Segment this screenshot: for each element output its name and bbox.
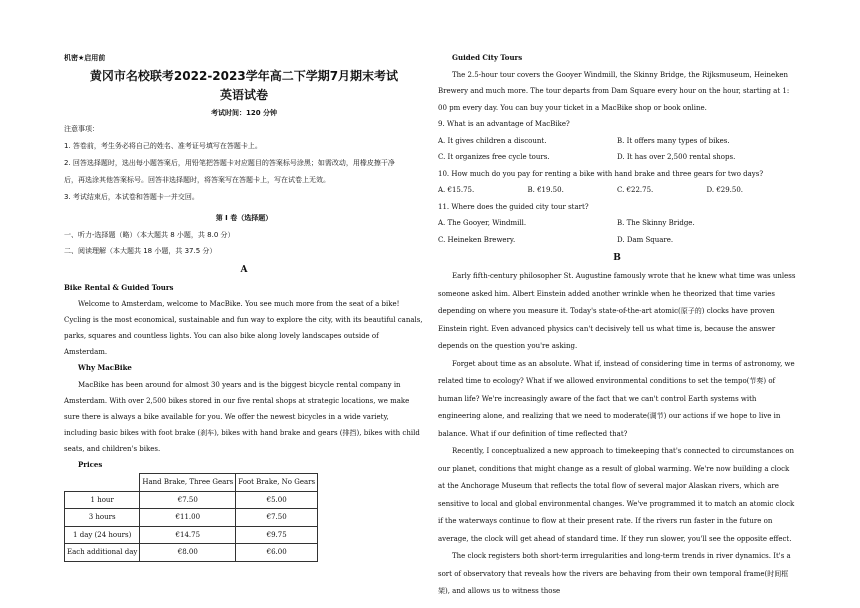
option-c: C. It organizes free cycle tours. — [438, 153, 550, 161]
table-header: Hand Brake, Three Gears — [140, 474, 236, 492]
why-heading: Why MacBike — [78, 363, 132, 372]
notes-title: 注意事项： — [64, 125, 99, 133]
table-row — [65, 526, 318, 544]
part-1-heading: 一、听力-选择题（略）（本大题共 8 小题，共 8.0 分） — [64, 230, 235, 239]
option-a: A. €15.75. — [438, 186, 475, 194]
confidential-label: 机密★启用前 — [64, 54, 106, 62]
prices-heading: Prices — [78, 459, 103, 469]
tours-paragraph: The 2.5-hour tour covers the Gooyer Windmill, the Skinny Bridge, the Rijksmuseum, Heineken Brewery and much more. The tour departs from Dam Square every hour on the hour, starting at 1: 00 pm every day. You can buy your ticket in a MacBike shop or book online. — [438, 70, 790, 112]
option-d: D. It has over 2,500 rental shops. — [617, 153, 736, 161]
option-d: D. €29.50. — [706, 186, 744, 194]
part-2-heading: 二、阅读理解（本大题共 18 小题，共 37.5 分） — [64, 247, 217, 255]
passage-para-2: MacBike has been around for almost 30 years and is the biggest bicycle rental company in Amsterdam. With over 2,500 bikes stored in our five rental shops at strategic locations, we make sure there is always a bike available for you. We offer the newest bicycles in a wide variety, including basic bikes with foot brake (刹车), bikes with hand brake and gears (排挡), bikes with child seats, and children's bikes. — [64, 380, 420, 453]
table-row — [65, 491, 318, 509]
question-10: 10. How much do you pay for renting a bike with hand brake and three gears for two days? — [438, 169, 764, 178]
table-cell: €9.75 — [236, 526, 318, 544]
tours-heading: Guided City Tours — [452, 53, 523, 62]
question-9-options — [438, 149, 796, 166]
note-1: 1. 答卷前，考生务必将自己的姓名、准考证号填写在答题卡上。 — [64, 142, 262, 150]
table-cell: €8.00 — [140, 544, 236, 562]
question-11: 11. Where does the guided city tour start? — [438, 202, 589, 211]
table-corner — [65, 474, 140, 492]
exam-title: 黄冈市名校联考2022-2023学年高二下学期7月期末考试 — [89, 68, 399, 83]
note-3: 3. 考试结束后，本试卷和答题卡一并交回。 — [64, 193, 199, 201]
note-2-cont: 后，再选涂其他答案标号。回答非选择题时，将答案写在答题卡上，写在试卷上无效。 — [64, 176, 330, 184]
option-a: A. It gives children a discount. — [438, 136, 547, 145]
price-table — [64, 473, 318, 562]
section-a-heading: A — [240, 264, 248, 275]
table-header: Foot Brake, No Gears — [236, 474, 318, 492]
section-b-heading: B — [613, 253, 621, 263]
table-cell: 1 day (24 hours) — [65, 526, 140, 544]
passage-para-1: Welcome to Amsterdam, welcome to MacBike. You see much more from the seat of a bike! Cycling is the most economical, sustainable and fun way to explore the city, with its beautiful canals, parks, squares and countless lights. You can also bike along lovely landscapes outside of Amsterdam. — [64, 300, 423, 356]
passage-b-para-3: Recently, I conceptualized a new approach to timekeeping that's connected to circumstances on our planet, conditions that might change as a result of global warming. We're now building a clock at the Anchorage Museum that reflects the total flow of several major Alaskan rivers, which are sensitive to local and global environmental changes. We've programmed it to match an atomic clock if the waterways continue to flow at their present rate. If the rivers run faster in the future on average, the clock will get ahead of standard time. If they run slower, you'll see the opposite effect. — [438, 447, 795, 543]
table-cell: Each additional day — [65, 544, 140, 562]
table-cell: 1 hour — [65, 491, 140, 509]
question-11-options — [438, 215, 796, 232]
table-cell: 3 hours — [65, 509, 140, 527]
option-d: D. Dam Square. — [617, 235, 674, 244]
table-cell: €7.50 — [140, 491, 236, 509]
question-11-options — [438, 232, 796, 249]
table-cell: €11.00 — [140, 509, 236, 527]
right-column — [438, 50, 796, 601]
option-c: C. €22.75. — [617, 186, 654, 194]
table-row — [65, 509, 318, 527]
note-2: 2. 回答选择题时，选出每小题答案后，用铅笔把答题卡对应题目的答案标号涂黑；如需改动，用橡皮擦干净 — [64, 159, 395, 167]
question-9: 9. What is an advantage of MacBike? — [438, 120, 570, 128]
passage-b-para-2: Forget about time as an absolute. What if, instead of considering time in terms of astronomy, we related time to ecology? What if we allowed environmental conditions to set the tempo(节奏) of human life? We're increasingly aware of the fact that we can't control Earth systems with engineering alone, and realizing that we need to moderate(调节) our actions if we hope to live in balance. What if our definition of time reflected that? — [438, 359, 795, 438]
table-cell: €7.50 — [236, 509, 318, 527]
passage-b-para-4: The clock registers both short-term irregularities and long-term trends in river dynamics. It's a sort of observatory that reveals how the rivers are behaving from their own temporal frame(时间框架), and allows us to witness those — [438, 552, 791, 595]
option-b: B. The Skinny Bridge. — [617, 219, 695, 227]
table-header-row — [65, 474, 318, 492]
exam-time: 考试时间：120 分钟 — [210, 108, 278, 117]
question-10-options — [438, 182, 796, 199]
exam-subtitle: 英语试卷 — [219, 87, 268, 102]
option-a: A. The Gooyer, Windmill. — [438, 219, 527, 227]
passage-b-para-1: Early fifth-century philosopher St. Augustine famously wrote that he knew what time was unless someone asked him. Albert Einstein added another wrinkle when he theorized that time varies depending on where you measure it. Today's state-of-the-art atomic(原子的) clocks have proven Einstein right. Even advanced physics can't decisively tell us what time is, because the answer depends on the question you're asking. — [438, 272, 796, 350]
option-b: B. €19.50. — [527, 186, 564, 194]
table-cell: €14.75 — [140, 526, 236, 544]
option-b: B. It offers many types of bikes. — [617, 136, 730, 145]
table-cell: €5.00 — [236, 491, 318, 509]
question-9-options — [438, 133, 796, 150]
table-row — [65, 544, 318, 562]
volume-heading: 第 I 卷（选择题） — [215, 214, 273, 222]
left-column — [64, 50, 424, 562]
table-cell: €6.00 — [236, 544, 318, 562]
option-c: C. Heineken Brewery. — [438, 235, 516, 244]
passage-title: Bike Rental & Guided Tours — [64, 282, 174, 292]
